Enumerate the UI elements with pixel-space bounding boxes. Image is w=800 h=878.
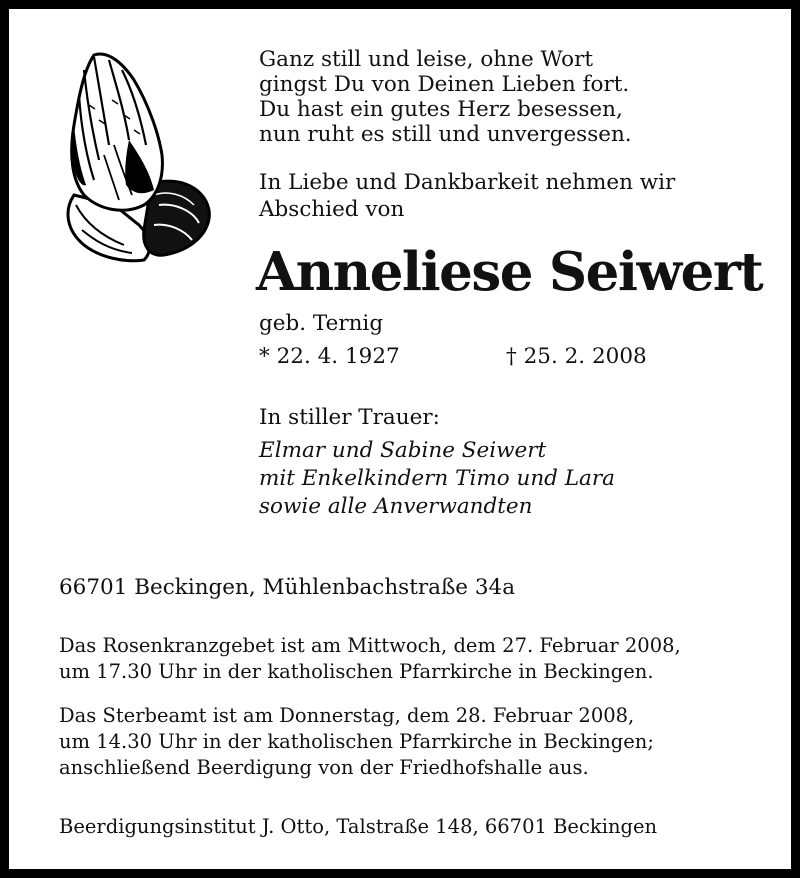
poem bbox=[259, 47, 632, 147]
rosary-announcement bbox=[59, 633, 681, 685]
requiem-line: anschließend Beerdigung von der Friedhofshalle aus. bbox=[59, 756, 589, 779]
mourner-line: Elmar und Sabine Seiwert bbox=[259, 438, 547, 463]
deceased-name: Anneliese Seiwert bbox=[256, 241, 763, 303]
rosary-line: um 17.30 Uhr in der katholischen Pfarrkirche in Beckingen. bbox=[59, 660, 654, 683]
farewell-intro bbox=[259, 169, 675, 223]
mourner-line: sowie alle Anverwandten bbox=[259, 494, 533, 519]
maiden-name: geb. Ternig bbox=[259, 311, 384, 336]
mourning-label: In stiller Trauer: bbox=[259, 405, 440, 430]
poem-line: gingst Du von Deinen Lieben fort. bbox=[259, 72, 630, 97]
intro-line: In Liebe und Dankbarkeit nehmen wir bbox=[259, 170, 676, 195]
funeral-home: Beerdigungsinstitut J. Otto, Talstraße 148, 66701 Beckingen bbox=[59, 815, 658, 838]
requiem-line: um 14.30 Uhr in der katholischen Pfarrkirche in Beckingen; bbox=[59, 730, 654, 753]
life-dates bbox=[259, 342, 679, 372]
mourners-list bbox=[259, 437, 615, 521]
death-date: † 25. 2. 2008 bbox=[506, 344, 647, 369]
poem-line: Du hast ein gutes Herz besessen, bbox=[259, 97, 623, 122]
rosary-line: Das Rosenkranzgebet ist am Mittwoch, dem 27. Februar 2008, bbox=[59, 634, 681, 657]
requiem-line: Das Sterbeamt ist am Donnerstag, dem 28. Februar 2008, bbox=[59, 704, 635, 727]
birth-date: * 22. 4. 1927 bbox=[259, 344, 400, 369]
mourner-line: mit Enkelkindern Timo und Lara bbox=[259, 466, 615, 491]
requiem-announcement bbox=[59, 703, 654, 781]
poem-line: Ganz still und leise, ohne Wort bbox=[259, 47, 594, 72]
family-address: 66701 Beckingen, Mühlenbachstraße 34a bbox=[59, 575, 516, 600]
intro-line: Abschied von bbox=[259, 197, 405, 222]
praying-hands-icon bbox=[54, 45, 214, 267]
poem-line: nun ruht es still und unvergessen. bbox=[259, 122, 632, 147]
